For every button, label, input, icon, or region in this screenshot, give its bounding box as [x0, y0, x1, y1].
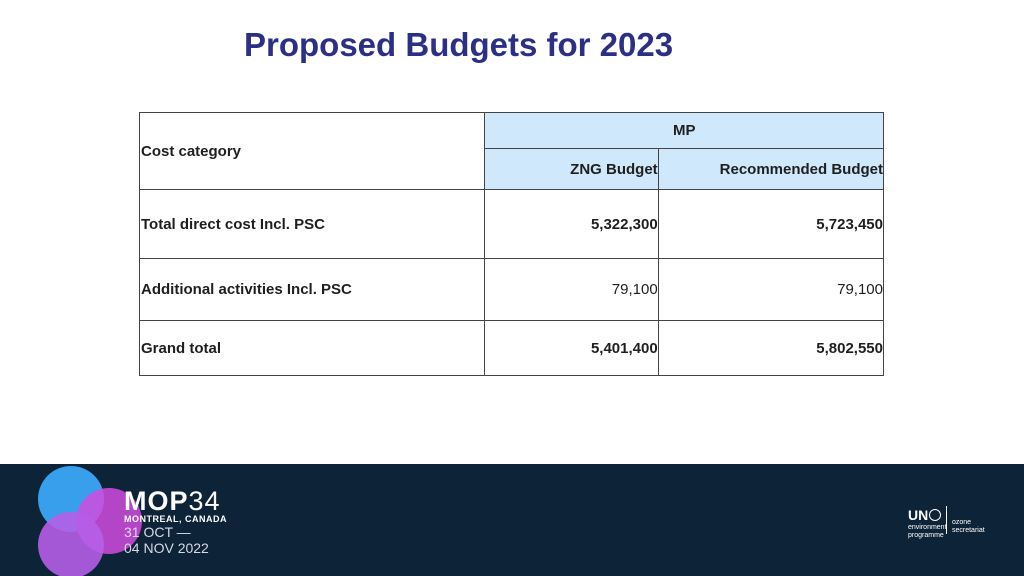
- zng-value: 5,322,300: [485, 190, 658, 259]
- mop-date-end: 04 NOV 2022: [124, 540, 209, 556]
- recommended-budget-header: Recommended Budget: [658, 149, 883, 190]
- row-label: Additional activities Incl. PSC: [140, 259, 485, 321]
- ozone-line2: secretariat: [952, 527, 985, 534]
- table-row: [140, 321, 884, 376]
- ozone-line1: ozone: [952, 519, 972, 526]
- zng-value: 5,401,400: [485, 321, 658, 376]
- cost-category-header: Cost category: [140, 113, 485, 190]
- mop-title: [124, 486, 221, 517]
- mop-number: 34: [188, 486, 221, 516]
- un-mark: UN: [908, 506, 929, 523]
- mop-date-start: 31 OCT —: [124, 524, 191, 540]
- row-label: Grand total: [140, 321, 485, 376]
- ozone-secretariat-label: [946, 506, 985, 534]
- zng-value: 79,100: [485, 259, 658, 321]
- table-row: [140, 190, 884, 259]
- row-label: Total direct cost Incl. PSC: [140, 190, 485, 259]
- un-emblem-icon: [929, 509, 941, 521]
- un-sub-line1: environment: [908, 524, 947, 531]
- un-environment-logo: [908, 506, 947, 540]
- mp-group-header: MP: [485, 113, 884, 149]
- un-sub-line2: programme: [908, 532, 944, 539]
- table-row: [140, 259, 884, 321]
- footer-banner: [0, 464, 1024, 576]
- page-title: Proposed Budgets for 2023: [244, 26, 674, 63]
- budget-table: [139, 112, 884, 376]
- zng-budget-header: ZNG Budget: [485, 149, 658, 190]
- logo-circle-purple: [38, 512, 104, 576]
- mop-prefix: MOP: [124, 486, 189, 516]
- mop-city: MONTREAL, CANADA: [124, 514, 227, 524]
- recommended-value: 5,723,450: [658, 190, 883, 259]
- table-header-row: [140, 113, 884, 149]
- recommended-value: 5,802,550: [658, 321, 883, 376]
- recommended-value: 79,100: [658, 259, 883, 321]
